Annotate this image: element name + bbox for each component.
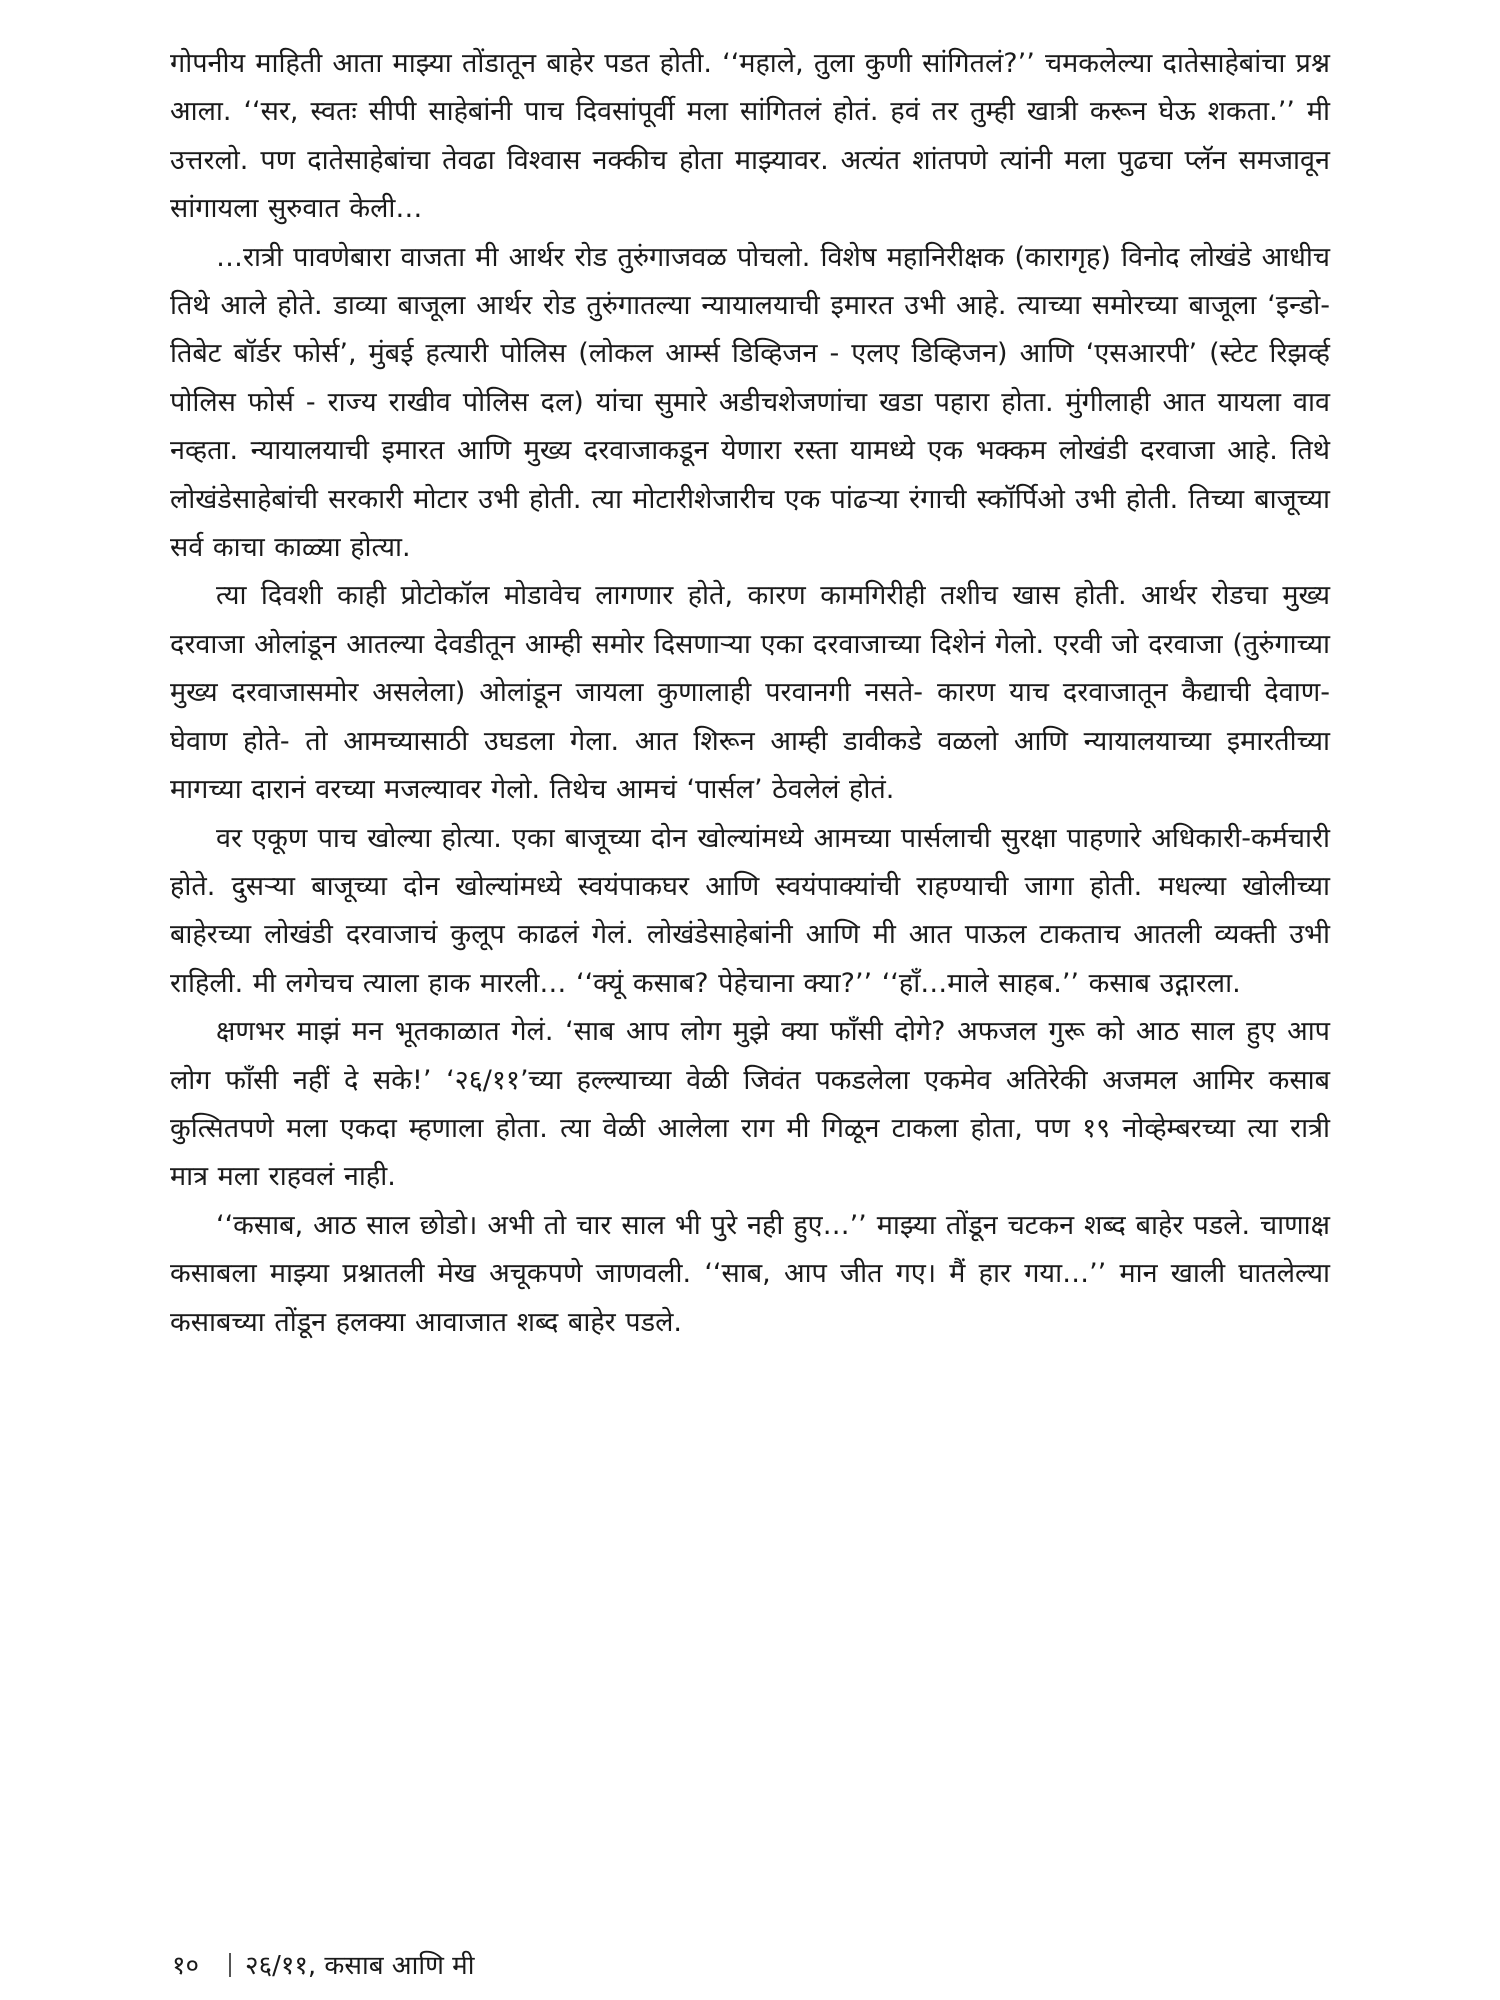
- paragraph-6: ‘‘कसाब, आठ साल छोडो। अभी तो चार साल भी पुरे नही हुए…’’ माझ्या तोंडून चटकन शब्द बाहेर पडले. चाणाक्ष कसाबला माझ्या प्रश्नातली मेख अचूकपणे जाणवली. ‘‘साब, आप जीत गए। मैं हार गया…’’ मान खाली घातलेल्या कसाबच्या तोंडून हलक्या आवाजात शब्द बाहेर पडले.: [170, 1209, 1330, 1338]
- paragraph-2: …रात्री पावणेबारा वाजता मी आर्थर रोड तुरुंगाजवळ पोचलो. विशेष महानिरीक्षक (कारागृह) विनोद लोखंडे आधीच तिथे आले होते. डाव्या बाजूला आर्थर रोड तुरुंगातल्या न्यायालयाची इमारत उभी आहे. त्याच्या समोरच्या बाजूला ‘इन्डो-तिबेट बॉर्डर फोर्स’, मुंबई हत्यारी पोलिस (लोकल आर्म्स डिव्हिजन - एलए डिव्हिजन) आणि ‘एसआरपी’ (स्टेट रिझर्व्ह पोलिस फोर्स - राज्य राखीव पोलिस दल) यांचा सुमारे अडीचशेजणांचा खडा पहारा होता. मुंगीलाही आत यायला वाव नव्हता. न्यायालयाची इमारत आणि मुख्य दरवाजाकडून येणारा रस्ता यामध्ये एक भक्कम लोखंडी दरवाजा आहे. तिथे लोखंडेसाहेबांची सरकारी मोटार उभी होती. त्या मोटारीशेजारीच एक पांढऱ्या रंगाची स्कॉर्पिओ उभी होती. तिच्या बाजूच्या सर्व काचा काळ्या होत्या.: [170, 241, 1330, 564]
- footer-divider: [229, 1953, 231, 1977]
- page-footer: [172, 1950, 474, 1982]
- page-number: १०: [172, 1951, 200, 1981]
- paragraph-4: वर एकूण पाच खोल्या होत्या. एका बाजूच्या दोन खोल्यांमध्ये आमच्या पार्सलाची सुरक्षा पाहणारे अधिकारी-कर्मचारी होते. दुसऱ्या बाजूच्या दोन खोल्यांमध्ये स्वयंपाकघर आणि स्वयंपाक्यांची राहण्याची जागा होती. मधल्या खोलीच्या बाहेरच्या लोखंडी दरवाजाचं कुलूप काढलं गेलं. लोखंडेसाहेबांनी आणि मी आत पाऊल टाकताच आतली व्यक्ती उभी राहिली. मी लगेचच त्याला हाक मारली… ‘‘क्यूं कसाब? पेहेचाना क्या?’’ ‘‘हाँ…माले साहब.’’ कसाब उद्गारला.: [170, 822, 1330, 999]
- page-body: [170, 40, 1330, 1347]
- paragraph-1: गोपनीय माहिती आता माझ्या तोंडातून बाहेर पडत होती. ‘‘महाले, तुला कुणी सांगितलं?’’ चमकलेल्या दातेसाहेबांचा प्रश्न आला. ‘‘सर, स्वतः सीपी साहेबांनी पाच दिवसांपूर्वी मला सांगितलं होतं. हवं तर तुम्ही खात्री करून घेऊ शकता.’’ मी उत्तरलो. पण दातेसाहेबांचा तेवढा विश्वास नक्कीच होता माझ्यावर. अत्यंत शांतपणे त्यांनी मला पुढचा प्लॅन समजावून सांगायला सुरुवात केली…: [170, 48, 1330, 225]
- book-title: २६/११, कसाब आणि मी: [245, 1951, 475, 1981]
- paragraph-3: त्या दिवशी काही प्रोटोकॉल मोडावेच लागणार होते, कारण कामगिरीही तशीच खास होती. आर्थर रोडचा मुख्य दरवाजा ओलांडून आतल्या देवडीतून आम्ही समोर दिसणाऱ्या एका दरवाजाच्या दिशेनं गेलो. एरवी जो दरवाजा (तुरुंगाच्या मुख्य दरवाजासमोर असलेला) ओलांडून जायला कुणालाही परवानगी नसते- कारण याच दरवाजातून कैद्याची देवाण-घेवाण होते- तो आमच्यासाठी उघडला गेला. आत शिरून आम्ही डावीकडे वळलो आणि न्यायालयाच्या इमारतीच्या मागच्या दारानं वरच्या मजल्यावर गेलो. तिथेच आमचं ‘पार्सल’ ठेवलेलं होतं.: [170, 580, 1330, 806]
- paragraph-5: क्षणभर माझं मन भूतकाळात गेलं. ‘साब आप लोग मुझे क्या फाँसी दोगे? अफजल गुरू को आठ साल हुए आप लोग फाँसी नहीं दे सके!’ ‘२६/११’च्या हल्ल्याच्या वेळी जिवंत पकडलेला एकमेव अतिरेकी अजमल आमिर कसाब कुत्सितपणे मला एकदा म्हणाला होता. त्या वेळी आलेला राग मी गिळून टाकला होता, पण १९ नोव्हेम्बरच्या त्या रात्री मात्र मला राहवलं नाही.: [170, 1016, 1330, 1193]
